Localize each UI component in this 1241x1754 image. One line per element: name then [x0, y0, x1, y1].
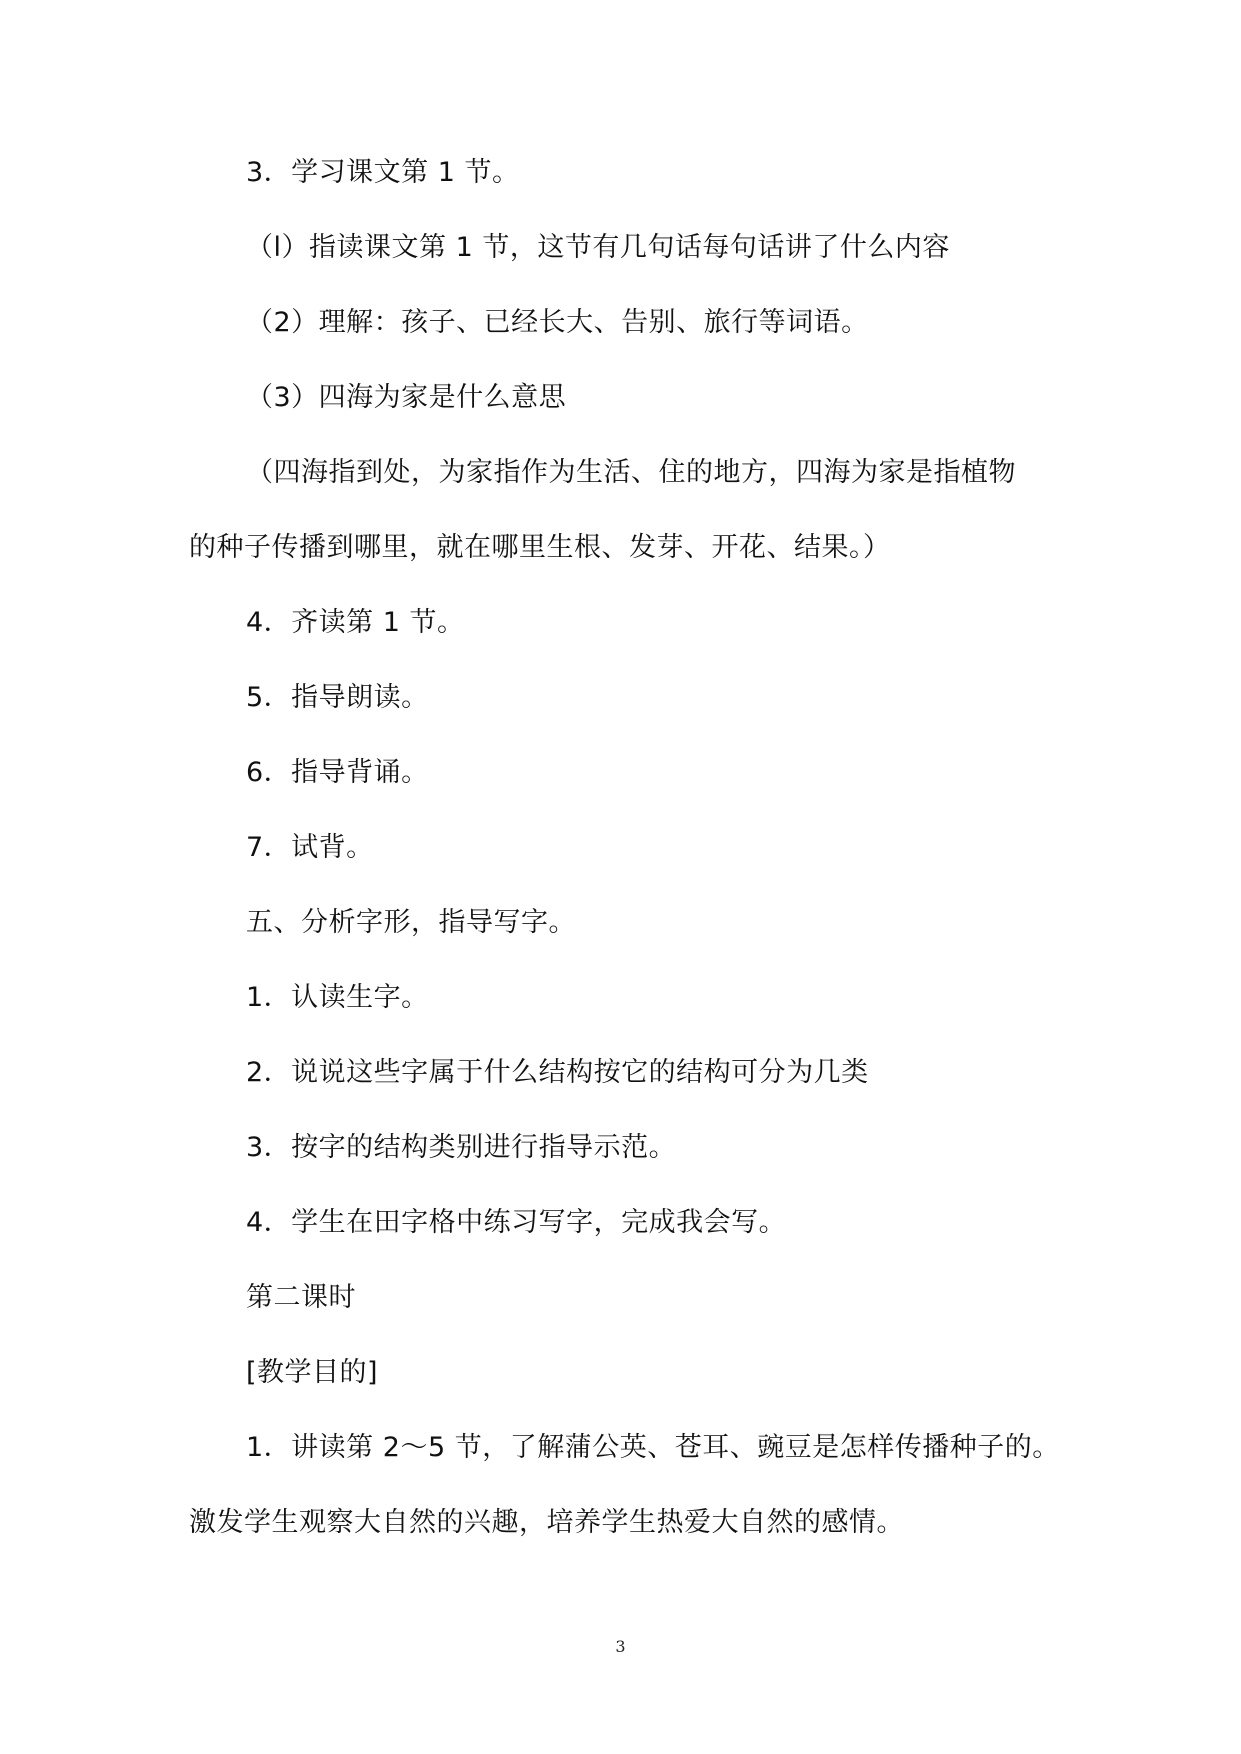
- text-line: 1．讲读第 2～5 节，了解蒲公英、苍耳、豌豆是怎样传播种子的。: [246, 1432, 1060, 1463]
- text-line: 6．指导背诵。: [246, 757, 429, 788]
- text-line: （四海指到处，为家指作为生活、住的地方，四海为家是指植物: [246, 457, 1016, 488]
- text-line: 3．学习课文第 1 节。: [246, 157, 520, 188]
- text-line: 5．指导朗读。: [246, 682, 429, 713]
- text-line: （2）理解：孩子、已经长大、告别、旅行等词语。: [246, 307, 869, 338]
- page-number: 3: [615, 1637, 626, 1656]
- text-line: 7．试背。: [246, 832, 374, 863]
- lesson-heading: 第二课时: [246, 1282, 356, 1313]
- text-line: 2．说说这些字属于什么结构按它的结构可分为几类: [246, 1057, 869, 1088]
- text-line: 的种子传播到哪里，就在哪里生根、发芽、开花、结果。）: [189, 532, 891, 563]
- text-line: （3）四海为家是什么意思: [246, 382, 567, 413]
- text-line: 1．认读生字。: [246, 982, 429, 1013]
- text-line: 3．按字的结构类别进行指导示范。: [246, 1132, 677, 1163]
- text-line: 激发学生观察大自然的兴趣，培养学生热爱大自然的感情。: [189, 1507, 904, 1538]
- text-line: 4．学生在田字格中练习写字，完成我会写。: [246, 1207, 787, 1238]
- objectives-heading: [教学目的]: [246, 1357, 379, 1388]
- text-line: 4．齐读第 1 节。: [246, 607, 465, 638]
- section-heading: 五、分析字形，指导写字。: [246, 907, 576, 938]
- text-line: （l）指读课文第 1 节，这节有几句话每句话讲了什么内容: [246, 232, 950, 263]
